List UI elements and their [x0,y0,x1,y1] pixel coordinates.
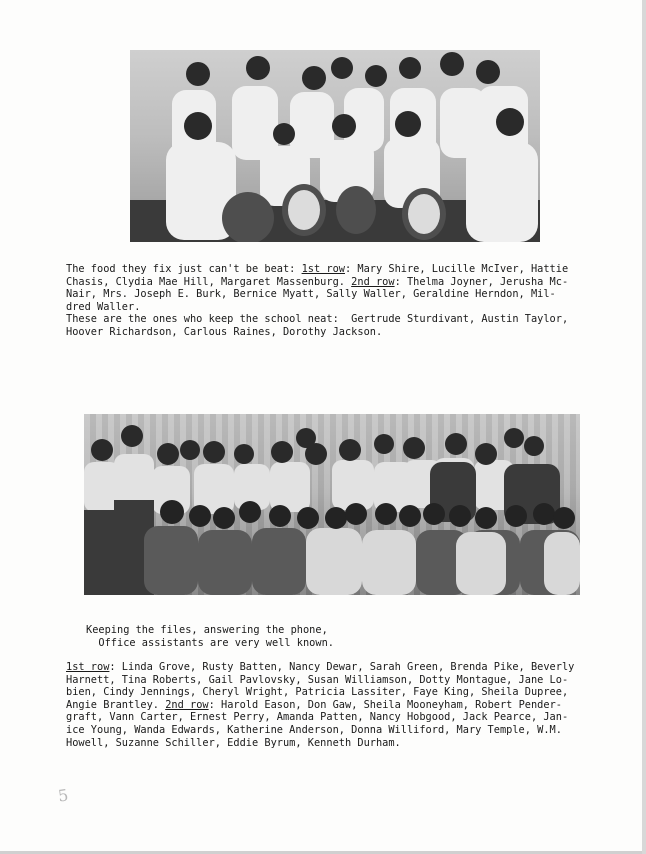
row-label: 1st row [301,263,345,275]
caption-text: : Mary Shire, Lucille McIver, Hattie [344,263,569,275]
caption-text: Chasis, Clydia Mae Hill, Margaret Massenburg. [66,275,352,288]
office-names-caption [66,661,574,749]
caption-text: : Harold Eason, Don Gaw, Sheila Mooneyham, Robert Pender- [208,698,562,711]
office-figures [84,414,580,595]
page-number: 5 [56,785,70,806]
caption-text: bien, Cindy Jennings, Cheryl Wright, Patricia Lassiter, Faye King, Sheila Dupree, [66,686,569,699]
caption-text: ice Young, Wanda Edwards, Katherine Anderson, Donna Williford, Mary Temple, W.M. [66,723,562,736]
office-couplet [86,624,334,649]
caption-text: These are the ones who keep the school neat: Gertrude Sturdivant, Austin Taylor, [66,313,569,326]
caption-text: The food they fix just can't be beat: [66,263,302,275]
caption-text: Nair, Mrs. Joseph E. Burk, Bernice Myatt, Sally Waller, Geraldine Herndon, Mil- [66,288,556,301]
row-label: 2nd row [351,275,395,288]
caption-text: : Linda Grove, Rusty Batten, Nancy Dewar, Sarah Green, Brenda Pike, Beverly [109,661,575,673]
caption-text: graft, Vann Carter, Ernest Perry, Amanda Patten, Nancy Hobgood, Jack Pearce, Jan- [66,711,569,724]
caption-text: Harnett, Tina Roberts, Gail Pavlovsky, Susan Williamson, Dotty Montague, Jane Lo- [66,673,569,686]
caption-text: Hoover Richardson, Carlous Raines, Dorothy Jackson. [66,325,383,338]
couplet-line: Keeping the files, answering the phone, [86,624,328,636]
caption-text: : Thelma Joyner, Jerusha Mc- [394,275,569,288]
row-label: 2nd row [165,698,209,711]
couplet-line: Office assistants are very well known. [86,636,334,649]
caption-text: Angie Brantley. [66,698,166,711]
caption-text: dred Waller. [66,300,141,313]
cafeteria-caption [66,263,568,339]
office-assistants-photo [84,414,580,595]
row-label: 1st row [66,661,110,673]
cafeteria-staff-photo [130,50,540,242]
cafeteria-figures [130,50,540,242]
caption-text: Howell, Suzanne Schiller, Eddie Byrum, Kenneth Durham. [66,736,401,749]
